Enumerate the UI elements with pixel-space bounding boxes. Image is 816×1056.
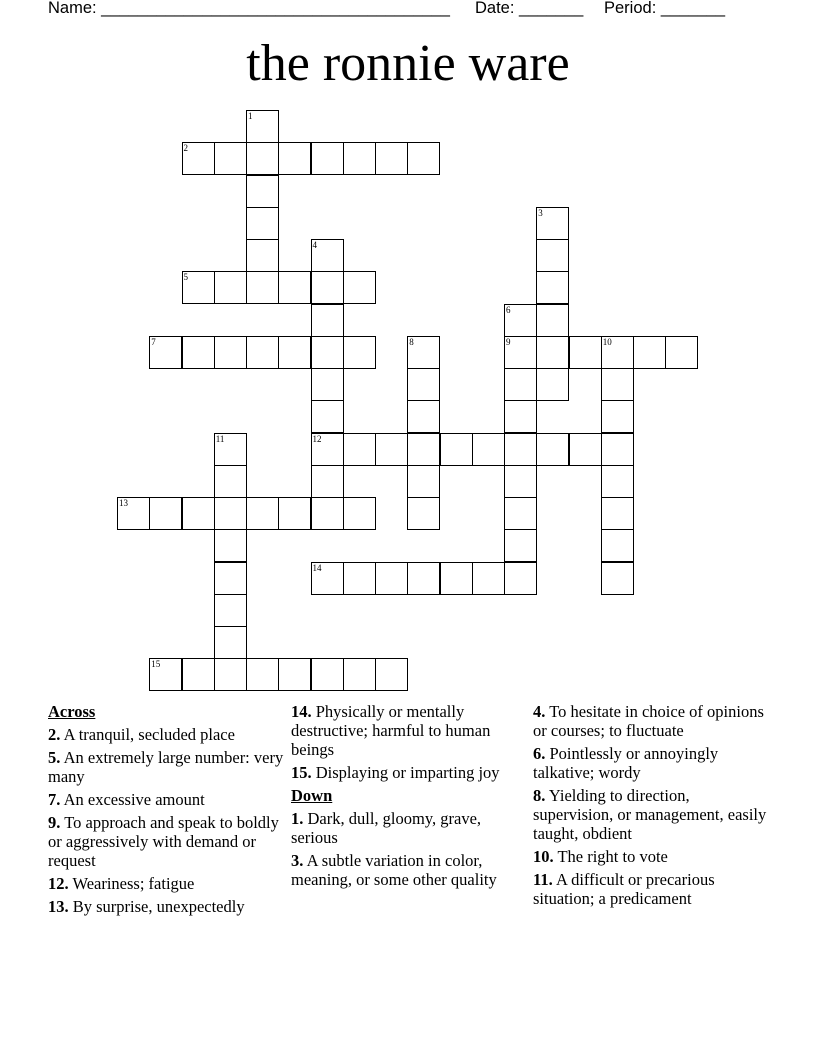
grid-cell[interactable]: [311, 465, 344, 498]
clue-text: Weariness; fatigue: [72, 874, 195, 893]
clue-number: 3.: [291, 851, 304, 870]
cell-number: 2: [183, 143, 188, 154]
grid-cell[interactable]: [246, 207, 279, 240]
grid-cell[interactable]: [504, 400, 537, 433]
grid-cell[interactable]: [246, 497, 279, 530]
cell-number: 12: [312, 433, 322, 444]
clue-number: 7.: [48, 790, 61, 809]
cell-number: 14: [312, 562, 322, 573]
grid-cell[interactable]: [214, 529, 247, 562]
clue-section-heading: Across: [48, 702, 96, 721]
clue-text: By surprise, unexpectedly: [72, 897, 245, 916]
clue-column-3: [533, 702, 773, 912]
cell-number: 11: [215, 433, 225, 444]
name-field-label: Name: ______________________________________: [48, 0, 450, 17]
grid-cell[interactable]: [214, 465, 247, 498]
cell-number: 1: [248, 111, 253, 121]
clue-item: [291, 809, 527, 847]
grid-cell[interactable]: [343, 658, 376, 691]
clue-text: To approach and speak to boldly or aggressively with demand or request: [48, 813, 279, 870]
grid-cell[interactable]: [601, 562, 634, 595]
grid-cell[interactable]: [182, 497, 215, 530]
grid-cell[interactable]: [246, 175, 279, 208]
grid-cell[interactable]: [214, 336, 247, 369]
grid-cell[interactable]: [182, 336, 215, 369]
grid-cell[interactable]: [601, 336, 634, 369]
grid-cell[interactable]: [311, 497, 344, 530]
grid-cell[interactable]: [440, 562, 473, 595]
grid-cell[interactable]: [375, 562, 408, 595]
clue-number: 12.: [48, 874, 69, 893]
cell-number: 15: [151, 659, 161, 670]
clue-item: [48, 897, 284, 916]
grid-cell[interactable]: [278, 658, 311, 691]
grid-cell[interactable]: [182, 142, 215, 175]
grid-cell[interactable]: [278, 497, 311, 530]
clue-item: [533, 702, 773, 740]
clue-number: 4.: [533, 702, 546, 721]
clue-number: 15.: [291, 763, 312, 782]
grid-cell[interactable]: [343, 562, 376, 595]
grid-cell[interactable]: [311, 368, 344, 401]
grid-cell[interactable]: [311, 658, 344, 691]
clue-item: [291, 851, 527, 889]
clue-number: 11.: [533, 870, 553, 889]
grid-cell[interactable]: [536, 336, 569, 369]
clue-text: A tranquil, secluded place: [63, 725, 235, 744]
clue-number: 5.: [48, 748, 61, 767]
cell-number: 7: [151, 336, 156, 347]
grid-cell[interactable]: [407, 562, 440, 595]
grid-cell[interactable]: [504, 497, 537, 530]
date-field-label: Date: _______: [475, 0, 584, 17]
grid-cell[interactable]: [311, 271, 344, 304]
grid-cell[interactable]: [311, 336, 344, 369]
clue-number: 13.: [48, 897, 69, 916]
clue-item: [48, 874, 284, 893]
grid-cell[interactable]: [278, 271, 311, 304]
grid-cell[interactable]: [665, 336, 698, 369]
grid-cell[interactable]: [375, 658, 408, 691]
grid-cell[interactable]: [246, 142, 279, 175]
clue-number: 10.: [533, 847, 554, 866]
grid-cell[interactable]: [246, 658, 279, 691]
grid-cell[interactable]: [343, 271, 376, 304]
clue-item: [48, 813, 284, 870]
grid-cell[interactable]: [343, 497, 376, 530]
cell-number: 10: [602, 336, 612, 347]
grid-cell[interactable]: [601, 433, 634, 466]
cell-number: 5: [183, 272, 188, 283]
grid-cell[interactable]: [311, 433, 344, 466]
clue-number: 1.: [291, 809, 304, 828]
grid-cell[interactable]: [536, 207, 569, 240]
grid-cell[interactable]: [536, 433, 569, 466]
grid-cell[interactable]: [278, 142, 311, 175]
period-field-label: Period: _______: [604, 0, 726, 17]
grid-cell[interactable]: [601, 497, 634, 530]
grid-cell[interactable]: [601, 400, 634, 433]
grid-cell[interactable]: [504, 465, 537, 498]
clue-section-heading: Down: [291, 786, 333, 805]
grid-cell[interactable]: [149, 497, 182, 530]
clue-text: A subtle variation in color, meaning, or some other quality: [291, 851, 497, 889]
grid-cell[interactable]: [407, 142, 440, 175]
grid-cell[interactable]: [504, 529, 537, 562]
grid-cell[interactable]: [214, 142, 247, 175]
puzzle-title: the ronnie ware: [246, 35, 570, 92]
clue-text: Physically or mentally destructive; harmful to human beings: [291, 702, 491, 759]
grid-cell[interactable]: [246, 336, 279, 369]
grid-cell[interactable]: [536, 304, 569, 337]
clue-text: The right to vote: [557, 847, 668, 866]
grid-cell[interactable]: [407, 497, 440, 530]
clue-text: An extremely large number: very many: [48, 748, 284, 786]
grid-cell[interactable]: [246, 110, 279, 143]
grid-cell[interactable]: [214, 658, 247, 691]
clue-column-2: [291, 702, 527, 893]
grid-cell[interactable]: [472, 433, 505, 466]
grid-cell[interactable]: [504, 336, 537, 369]
grid-cell[interactable]: [149, 336, 182, 369]
grid-cell[interactable]: [440, 433, 473, 466]
clue-item: [533, 744, 773, 782]
cell-number: 4: [312, 240, 317, 250]
grid-cell[interactable]: [375, 433, 408, 466]
clue-text: A difficult or precarious situation; a predicament: [533, 870, 715, 908]
clue-item: [291, 702, 527, 759]
clue-number: 9.: [48, 813, 61, 832]
clue-item: [48, 725, 284, 744]
grid-cell[interactable]: [214, 271, 247, 304]
grid-cell[interactable]: [536, 239, 569, 272]
clue-number: 14.: [291, 702, 312, 721]
grid-cell[interactable]: [214, 433, 247, 466]
clue-item: [533, 786, 773, 843]
clue-number: 6.: [533, 744, 546, 763]
clue-item: [533, 870, 773, 908]
grid-cell[interactable]: [569, 433, 602, 466]
grid-cell[interactable]: [407, 465, 440, 498]
grid-cell[interactable]: [407, 368, 440, 401]
grid-cell[interactable]: [214, 594, 247, 627]
grid-cell[interactable]: [375, 142, 408, 175]
grid-cell[interactable]: [601, 368, 634, 401]
cell-number: 13: [119, 498, 128, 508]
grid-cell[interactable]: [343, 433, 376, 466]
grid-cell[interactable]: [149, 658, 182, 691]
clue-text: To hesitate in choice of opinions or courses; to fluctuate: [533, 702, 764, 740]
clue-item: [291, 763, 527, 782]
grid-cell[interactable]: [311, 239, 344, 272]
grid-cell[interactable]: [343, 336, 376, 369]
grid-cell[interactable]: [633, 336, 666, 369]
clue-text: Yielding to direction, supervision, or management, easily taught, obdient: [533, 786, 767, 843]
grid-cell[interactable]: [246, 271, 279, 304]
grid-cell[interactable]: [504, 433, 537, 466]
grid-cell[interactable]: [504, 562, 537, 595]
clue-text: An excessive amount: [63, 790, 205, 809]
grid-cell[interactable]: [536, 368, 569, 401]
grid-cell[interactable]: [504, 368, 537, 401]
grid-cell[interactable]: [311, 304, 344, 337]
grid-cell[interactable]: [407, 400, 440, 433]
clue-text: Pointlessly or annoyingly talkative; wordy: [533, 744, 719, 782]
grid-cell[interactable]: [214, 497, 247, 530]
clue-column-1: [48, 702, 284, 920]
clue-number: 2.: [48, 725, 61, 744]
grid-cell[interactable]: [343, 142, 376, 175]
cell-number: 9: [506, 336, 511, 347]
grid-cell[interactable]: [311, 142, 344, 175]
grid-cell[interactable]: [472, 562, 505, 595]
grid-cell[interactable]: [407, 433, 440, 466]
grid-cell[interactable]: [504, 304, 537, 337]
cell-number: 8: [409, 336, 414, 347]
grid-cell[interactable]: [214, 626, 247, 659]
grid-cell[interactable]: [182, 658, 215, 691]
grid-cell[interactable]: [246, 239, 279, 272]
clue-item: [533, 847, 773, 866]
clue-item: [48, 790, 284, 809]
grid-cell[interactable]: [311, 562, 344, 595]
grid-cell[interactable]: [117, 497, 150, 530]
clue-item: [48, 748, 284, 786]
grid-cell[interactable]: [278, 336, 311, 369]
clue-text: Displaying or imparting joy: [315, 763, 500, 782]
grid-cell[interactable]: [214, 562, 247, 595]
grid-cell[interactable]: [601, 529, 634, 562]
grid-cell[interactable]: [182, 271, 215, 304]
clue-text: Dark, dull, gloomy, grave, serious: [291, 809, 482, 847]
grid-cell[interactable]: [536, 271, 569, 304]
cell-number: 3: [538, 207, 543, 218]
grid-cell[interactable]: [601, 465, 634, 498]
grid-cell[interactable]: [311, 400, 344, 433]
grid-cell[interactable]: [407, 336, 440, 369]
cell-number: 6: [506, 304, 511, 315]
clue-number: 8.: [533, 786, 546, 805]
grid-cell[interactable]: [569, 336, 602, 369]
